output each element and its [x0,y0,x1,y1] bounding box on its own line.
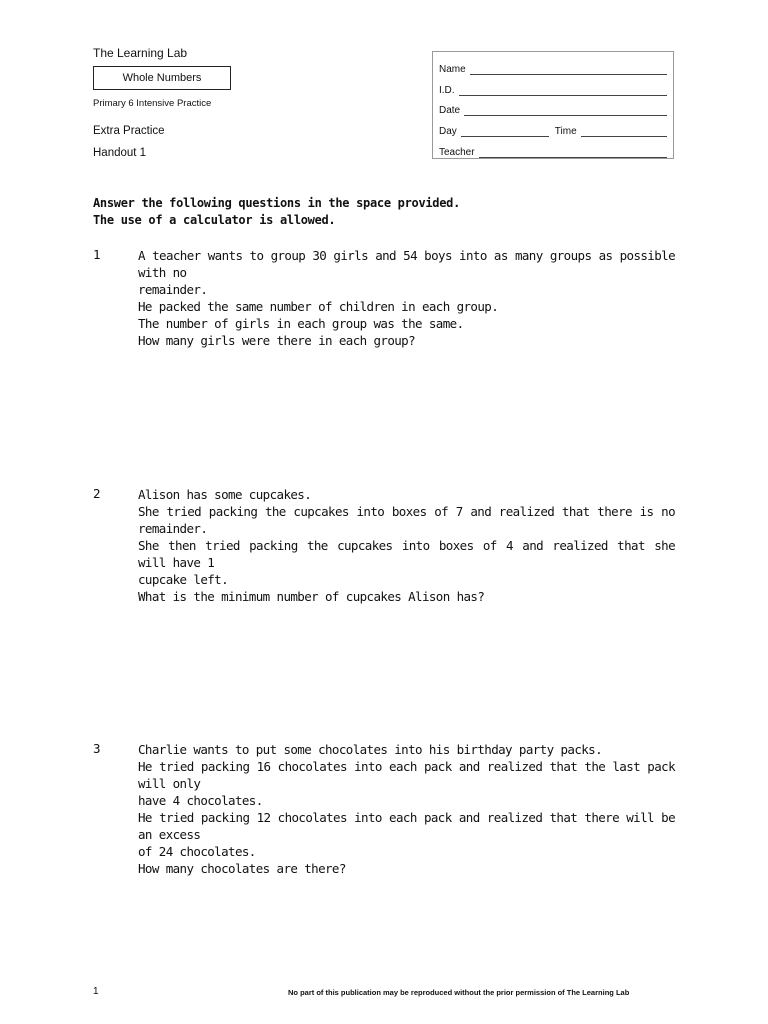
question-2-number: 2 [93,486,101,501]
organization-name: The Learning Lab [93,46,188,60]
question-2-line: cupcake left. [138,572,229,587]
instruction-line-2: The use of a calculator is allowed. [93,213,336,227]
question-1-number: 1 [93,247,101,262]
name-row [439,61,667,75]
name-field[interactable] [470,66,667,75]
date-label: Date [439,105,461,116]
handout-label: Handout 1 [93,147,147,159]
question-2-line: She tried packing the cupcakes into boxes of 7 and realized that there is no remainder. [138,504,675,536]
question-2-line: Alison has some cupcakes. [138,487,312,502]
student-info-box [432,51,674,159]
date-row [439,102,667,116]
question-1-line: He packed the same number of children in each group. [138,299,499,314]
question-3-text [138,741,675,877]
question-3-line: Charlie wants to put some chocolates into his birthday party packs. [138,742,603,757]
question-3-line: of 24 chocolates. [138,844,256,859]
question-1-text [138,247,675,349]
question-2-line: What is the minimum number of cupcakes Alison has? [138,589,485,604]
question-3-number: 3 [93,741,101,756]
question-3-line: How many chocolates are there? [138,861,346,876]
day-field[interactable] [461,128,549,137]
time-label: Time [554,126,577,137]
id-row [439,82,667,96]
id-field[interactable] [459,87,667,96]
date-field[interactable] [464,107,667,116]
teacher-field[interactable] [479,149,667,158]
question-1-line: How many girls were there in each group? [138,333,416,348]
question-3-line: He tried packing 16 chocolates into each pack and realized that the last pack will only [138,759,675,791]
question-1-line: The number of girls in each group was the same. [138,316,464,331]
question-2-line: She then tried packing the cupcakes into boxes of 4 and realized that she will have 1 [138,538,675,570]
question-3-line: have 4 chocolates. [138,793,263,808]
level-label: Primary 6 Intensive Practice [93,98,212,109]
day-time-row [439,123,667,137]
question-1-line: remainder. [138,282,208,297]
day-label: Day [439,126,457,137]
question-1-line: A teacher wants to group 30 girls and 54 boys into as many groups as possible with no [138,248,675,280]
time-field[interactable] [581,128,667,137]
instruction-line-1: Answer the following questions in the space provided. [93,196,461,210]
question-2-text [138,486,675,605]
id-label: I.D. [439,85,455,96]
set-label: Extra Practice [93,125,165,137]
copyright-notice: No part of this publication may be reproduced without the prior permission of The Learning Lab [288,988,630,997]
topic-box: Whole Numbers [93,66,231,90]
teacher-row [439,144,667,158]
page-number: 1 [93,986,99,997]
teacher-label: Teacher [439,147,475,158]
name-label: Name [439,64,466,75]
question-3-line: He tried packing 12 chocolates into each pack and realized that there will be an excess [138,810,675,842]
